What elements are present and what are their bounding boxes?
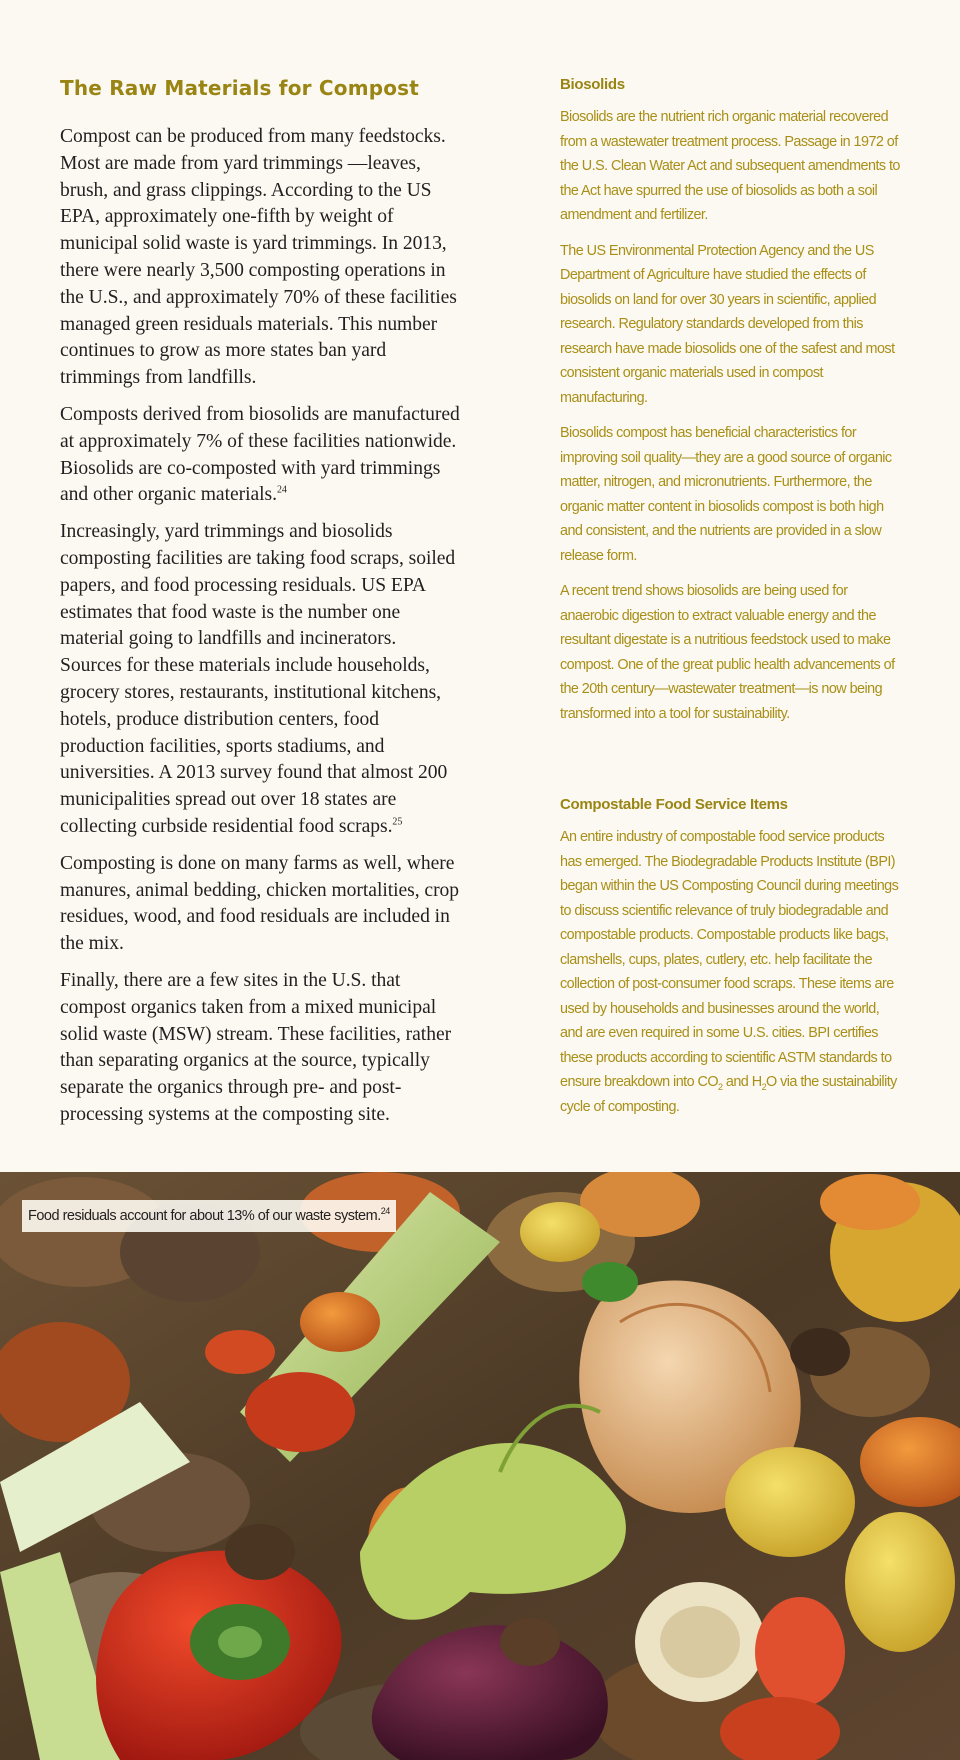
food-service-sidebar (560, 796, 900, 1130)
main-article (60, 76, 460, 1139)
biosolids-paragraph: A recent trend shows biosolids are being used for anaerobic digestion to extract valuable energy and the resultant digestate is a nutritious feedstock used to make compost. One of the great public health advancements of the 20th century—wastewater treatment—is now being transformed into a tool for sustainability. (560, 583, 895, 722)
food-service-heading: Compostable Food Service Items (560, 796, 788, 813)
paragraph-text: and H (722, 1074, 762, 1090)
food-scraps-illustration (0, 1172, 960, 1760)
photo-caption (22, 1200, 396, 1232)
biosolids-paragraph: The US Environmental Protection Agency and the US Department of Agriculture have studied the effects of biosolids on land for over 30 years in scientific, applied research. Regulatory standards developed from this research have made biosolids one of the safest and most consistent organic materials used in compost manufacturing. (560, 242, 895, 406)
paragraph-text: Composts derived from biosolids are manufactured at approximately 7% of these facilities nationwide. Biosolids are co-composted with yard trimmings and other organic materials. (60, 403, 460, 506)
paragraph-farms: Composting is done on many farms as well, where manures, animal bedding, chicken mortalities, crop residues, wood, and food residuals are included in the mix. (60, 852, 460, 955)
paragraph-food-scraps (60, 519, 460, 841)
page-title: The Raw Materials for Compost (60, 76, 420, 100)
footnote-ref: 25 (392, 816, 403, 828)
food-scraps-photo (0, 1172, 960, 1760)
paragraph-text: Increasingly, yard trimmings and biosolids composting facilities are taking food scraps, soiled papers, and food processing residuals. US EPA estimates that food waste is the number one material going to landfills and incinerators. Sources for these materials include households, grocery stores, restaurants, institutional kitchens, hotels, produce distribution centers, food production facilities, sports stadiums, and universities. A 2013 survey found that almost 200 municipalities spread out over 18 states are collecting curbside residential food scraps. (60, 521, 456, 837)
paragraph-yard-trimmings: Compost can be produced from many feedstocks. Most are made from yard trimmings —leaves, brush, and grass clippings. According to the US EPA, approximately one-fifth by weight of municipal solid waste is yard trimmings. In 2013, there were nearly 3,500 composting operations in the U.S., and approximately 70% of these facilities managed green residuals materials. This number continues to grow as more states ban yard trimmings from landfills. (60, 126, 457, 389)
biosolids-sidebar (560, 76, 900, 737)
paragraph-text: An entire industry of compostable food service products has emerged. The Biodegradable Products Institute (BPI) began within the US Composting Council during meetings to discuss scientific relevance of truly biodegradable and compostable products. Compostable products like bags, clamshells, cups, plates, cutlery, etc. help facilitate the collection of post-consumer food scraps. These items are used by households and businesses around the world, and are even required in some U.S. cities. BPI certifies these products according to scientific ASTM standards to ensure breakdown into CO (560, 829, 899, 1090)
biosolids-paragraph: Biosolids compost has beneficial characteristics for improving soil quality—they are a good source of organic matter, nitrogen, and micronutrients. Furthermore, the organic matter content in biosolids compost is both high and consistent, and the nutrients are provided in a slow release form. (560, 425, 892, 564)
footnote-ref: 24 (276, 484, 287, 496)
subscript: 2 (761, 1081, 767, 1092)
paragraph-biosolids-composts (60, 402, 460, 509)
food-service-paragraph (560, 825, 900, 1119)
caption-text: Food residuals account for about 13% of our waste system. (28, 1208, 381, 1224)
paragraph-text: O via the sustainability cycle of composting. (560, 1074, 897, 1115)
subscript: 2 (717, 1081, 723, 1092)
paragraph-msw: Finally, there are a few sites in the U.S. that compost organics taken from a mixed municipal solid waste (MSW) stream. These facilities, rather than separating organics at the source, typically separate the organics through pre- and post-processing systems at the composting site. (60, 969, 452, 1125)
footnote-ref: 24 (380, 1206, 390, 1217)
biosolids-heading: Biosolids (560, 76, 625, 93)
biosolids-paragraph: Biosolids are the nutrient rich organic material recovered from a wastewater treatment process. Passage in 1972 of the U.S. Clean Water Act and subsequent amendments to the Act have spurred the use of biosolids as both a soil amendment and fertilizer. (560, 109, 900, 223)
